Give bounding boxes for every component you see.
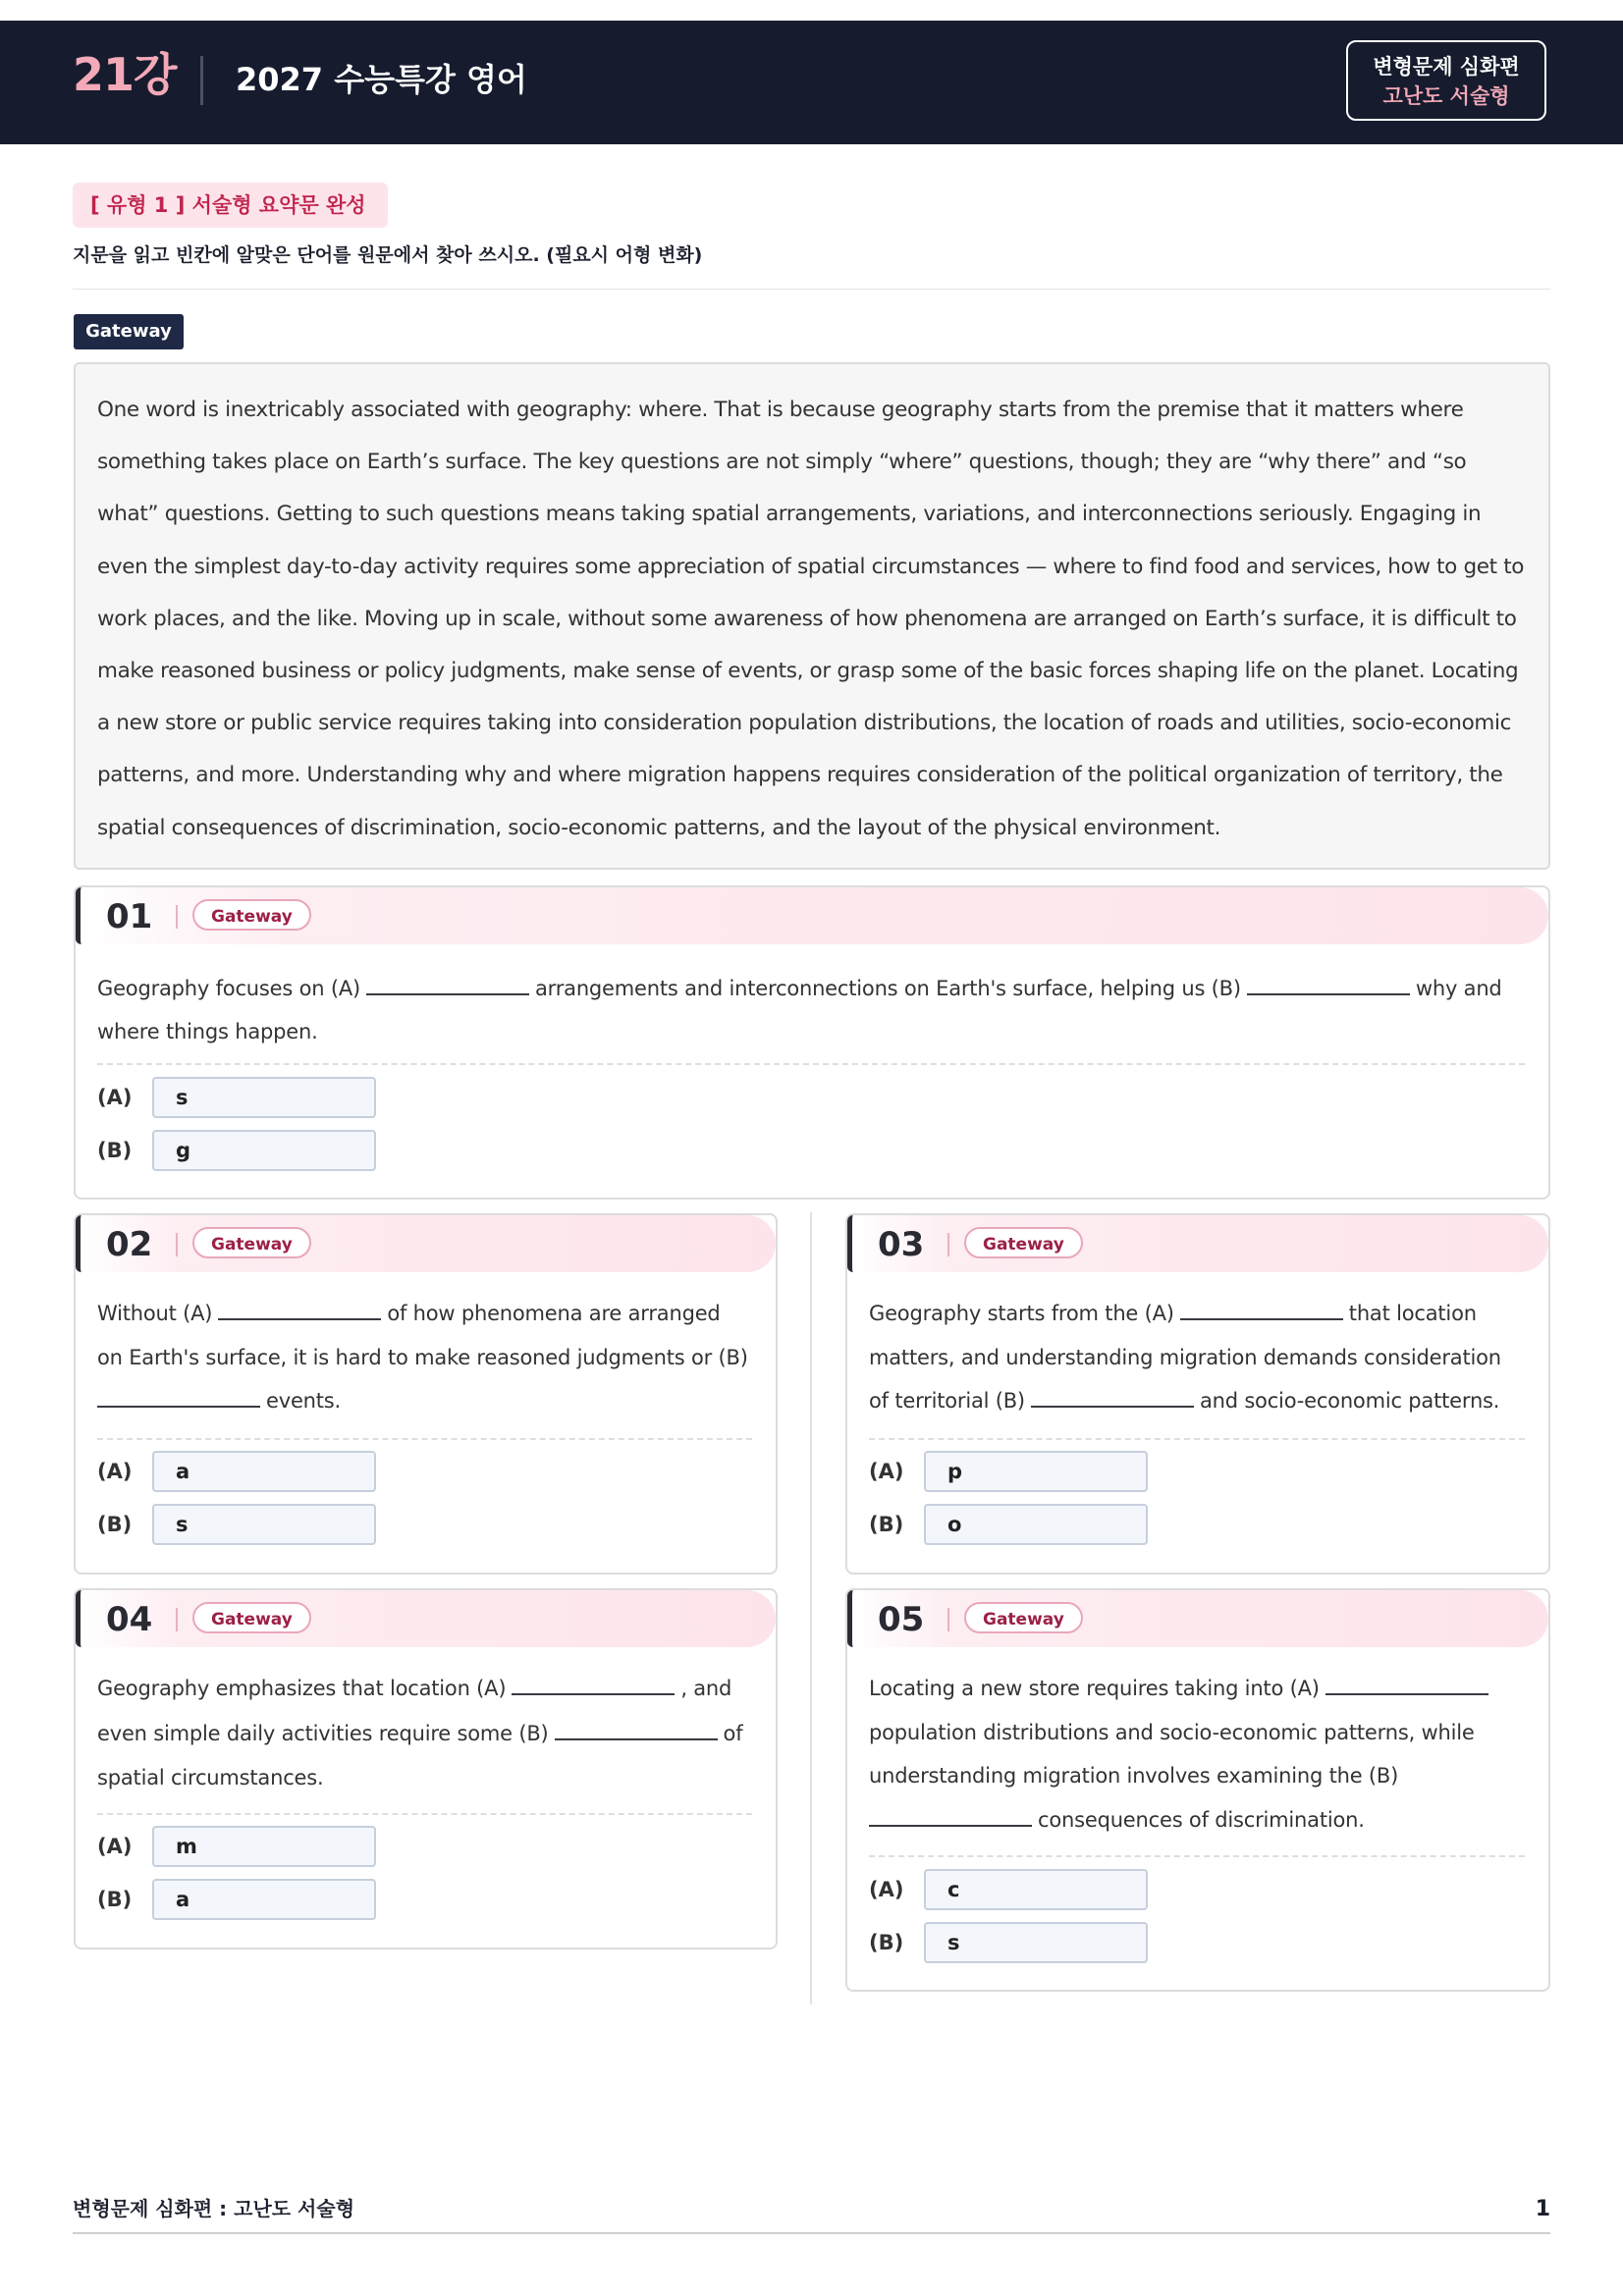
sentence-part: that location matters, and understanding migration demands consideration of territorial (B) (869, 1302, 1501, 1413)
source-label: Gateway (74, 314, 184, 349)
question-header-divider (947, 1233, 949, 1256)
answer-field-b[interactable]: s (924, 1922, 1148, 1963)
answer-field-b[interactable]: g (152, 1130, 376, 1171)
blank-b (555, 1719, 718, 1740)
dashed-divider (869, 1438, 1525, 1440)
blank-a (218, 1299, 381, 1320)
question-header (76, 1215, 776, 1272)
question-card-03 (845, 1213, 1550, 1575)
question-header-divider (947, 1608, 949, 1631)
question-number: 05 (878, 1600, 925, 1639)
answer-label-b: (B) (97, 1513, 133, 1536)
source-pill: Gateway (192, 1602, 311, 1633)
header-divider (200, 56, 203, 105)
question-sentence (869, 1292, 1523, 1423)
question-number: 01 (106, 897, 153, 936)
answer-label-a: (A) (97, 1460, 133, 1483)
section-divider (73, 289, 1550, 290)
sentence-part: , and even simple daily activities require some (B) (97, 1677, 732, 1745)
blank-a (1180, 1299, 1343, 1320)
sentence-part: of spatial circumstances. (97, 1721, 743, 1789)
answer-label-b: (B) (869, 1931, 904, 1954)
book-title: 2027 수능특강 영어 (236, 61, 527, 98)
sentence-part: Geography emphasizes that location (A) (97, 1677, 507, 1700)
blank-b (1031, 1386, 1194, 1408)
source-pill: Gateway (192, 1227, 311, 1258)
sentence-part: Locating a new store requires taking into (A) (869, 1677, 1320, 1700)
blank-b (1247, 974, 1410, 995)
question-sentence (869, 1667, 1523, 1842)
question-header-divider (176, 1608, 178, 1631)
question-sentence (97, 1667, 750, 1801)
answer-field-b[interactable]: a (152, 1879, 376, 1920)
question-sentence (97, 1292, 750, 1423)
answer-label-b: (B) (97, 1888, 133, 1911)
answer-field-b[interactable]: o (924, 1504, 1148, 1545)
question-type-label: [ 유형 1 ] 서술형 요약문 완성 (73, 183, 388, 228)
sentence-part: Geography focuses on (A) (97, 977, 360, 1000)
question-card-01 (74, 885, 1550, 1200)
blank-b (869, 1805, 1032, 1827)
sentence-part: Without (A) (97, 1302, 213, 1325)
question-header (76, 1590, 776, 1647)
question-header (847, 1215, 1548, 1272)
question-card-04 (74, 1588, 778, 1949)
answer-field-a[interactable]: s (152, 1077, 376, 1118)
instruction-text: 지문을 읽고 빈칸에 알맞은 단어를 원문에서 찾아 쓰시오. (필요시 어형 변화) (73, 244, 703, 266)
blank-b (97, 1386, 260, 1408)
reading-passage: One word is inextricably associated with geography: where. That is because geography starts from the premise that it matters where something takes place on Earth’s surface. The key questions are not simply “where” questions, though; they are “why there” and “so what” questions. Getting to such questions means taking spatial arrangements, variations, and interconnections seriously. Engaging in even the simplest day-to-day activity requires some appreciation of spatial circumstances — where to find food and services, how to get to work places, and the like. Moving up in scale, without some awareness of how phenomena are arranged on Earth’s surface, it is difficult to make reasoned business or policy judgments, make sense of events, or grasp some of the basic forces shaping life on the planet. Locating a new store or public service requires taking into consideration population distributions, the location of roads and utilities, socio-economic patterns, and more. Understanding why and where migration happens requires consideration of the political organization of territory, the spatial consequences of discrimination, socio-economic patterns, and the layout of the physical environment. (74, 362, 1550, 870)
sentence-part: events. (266, 1389, 342, 1413)
sentence-part: arrangements and interconnections on Earth's surface, helping us (B) (534, 977, 1241, 1000)
answer-field-a[interactable]: c (924, 1869, 1148, 1910)
sentence-part: why and where things happen. (97, 977, 1502, 1043)
question-number: 04 (106, 1600, 153, 1639)
question-header-divider (176, 905, 178, 929)
blank-a (366, 974, 529, 995)
footer-divider (73, 2232, 1550, 2234)
answer-label-a: (A) (97, 1086, 133, 1109)
question-header (847, 1590, 1548, 1647)
dashed-divider (869, 1855, 1525, 1857)
answer-field-b[interactable]: s (152, 1504, 376, 1545)
header-bar (0, 21, 1623, 144)
answer-field-a[interactable]: m (152, 1826, 376, 1867)
edition-badge (1346, 40, 1546, 121)
lesson-number: 21강 (73, 48, 177, 101)
answer-label-a: (A) (869, 1878, 904, 1901)
source-pill: Gateway (192, 899, 311, 931)
question-sentence (97, 967, 1523, 1053)
answer-label-a: (A) (869, 1460, 904, 1483)
question-header-divider (176, 1233, 178, 1256)
question-number: 02 (106, 1225, 153, 1264)
edition-badge-line1: 변형문제 심화편 (1373, 55, 1520, 79)
answer-label-b: (B) (869, 1513, 904, 1536)
blank-a (1325, 1674, 1488, 1695)
source-pill: Gateway (964, 1227, 1083, 1258)
footer-title: 변형문제 심화편 : 고난도 서술형 (73, 2197, 355, 2220)
edition-badge-line2: 고난도 서술형 (1382, 84, 1510, 108)
answer-field-a[interactable]: a (152, 1451, 376, 1492)
answer-label-a: (A) (97, 1835, 133, 1858)
sentence-part: Geography starts from the (A) (869, 1302, 1174, 1325)
question-number: 03 (878, 1225, 925, 1264)
answer-field-a[interactable]: p (924, 1451, 1148, 1492)
blank-a (512, 1674, 675, 1695)
dashed-divider (97, 1813, 752, 1815)
sentence-part: consequences of discrimination. (1038, 1807, 1365, 1832)
question-header (76, 887, 1548, 944)
sentence-part: of how phenomena are arranged on Earth's surface, it is hard to make reasoned judgments or (B) (97, 1302, 748, 1369)
question-card-05 (845, 1588, 1550, 1992)
sentence-part: population distributions and socio-economic patterns, while understanding migration involves examining the (B) (869, 1720, 1475, 1788)
answer-label-b: (B) (97, 1139, 133, 1162)
dashed-divider (97, 1438, 752, 1440)
source-pill: Gateway (964, 1602, 1083, 1633)
sentence-part: and socio-economic patterns. (1199, 1389, 1500, 1413)
column-divider (810, 1212, 812, 2004)
question-card-02 (74, 1213, 778, 1575)
page-number: 1 (1535, 2197, 1550, 2221)
dashed-divider (97, 1063, 1525, 1065)
